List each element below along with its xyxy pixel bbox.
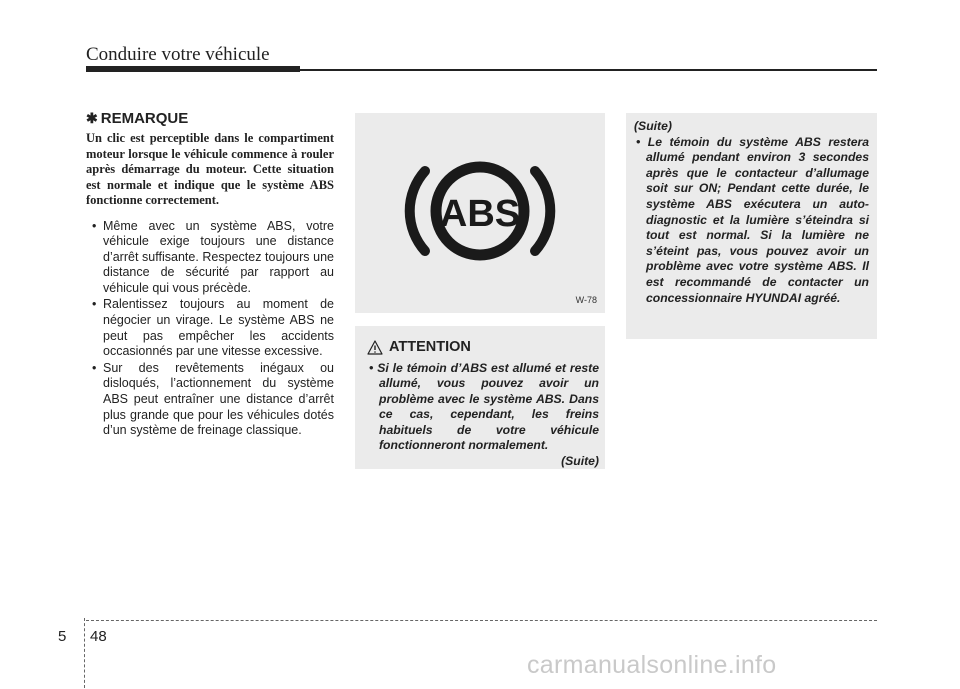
remarque-heading-text: REMARQUE (100, 110, 189, 127)
abs-warning-light-icon (355, 113, 605, 313)
footer-rule (86, 620, 877, 621)
abs-icon-text: ABS (439, 193, 521, 235)
attention-header (367, 336, 471, 358)
attention-suite: (Suite) (561, 454, 599, 469)
attention-box (355, 326, 605, 469)
bullet-item: • Sur des revêtements inégaux ou disloqués, l’actionnement du système ABS peut entraîner une distance d’arrêt plus grande que pour les véhicules dotés d’un système de freinage classique. (86, 361, 334, 439)
warning-triangle-icon (367, 340, 383, 355)
chapter-number: 5 (58, 628, 67, 645)
remarque-bullet-list (86, 219, 334, 439)
remarque-column (86, 110, 334, 440)
attention-title: ATTENTION (389, 339, 471, 355)
page-header-title: Conduire votre véhicule (86, 44, 270, 65)
continuation-text: Le témoin du système ABS restera allumé pendant environ 3 secondes après que le contacteur d’allumage soit sur ON; Pendant cette durée, le système ABS exécutera un auto-diagnostic et la lumière s’éteindra si tout est normal. Si la lumière ne s’éteint pas, vous pouvez avoir un problème avec votre système ABS. Il est recommandé de contacter un concessionnaire HYUNDAI agréé. (646, 134, 869, 305)
header-rule-thin (300, 69, 877, 71)
bullet-dot: • (369, 361, 378, 375)
bullet-item: • Même avec un système ABS, votre véhicule exige toujours une distance d’arrêt suffisante. Respectez toujours une distance de sécurité par rapport au véhicule qui vous précède. (86, 219, 334, 297)
footer-divider (84, 618, 85, 688)
bullet-dot: • (636, 134, 648, 149)
continuation-suite: (Suite) (634, 119, 672, 133)
bullet-item: • Ralentissez toujours au moment de négocier un virage. Le système ABS ne peut pas empêcher les accidents occasionnés par une vitesse excessive. (86, 297, 334, 359)
asterisk-icon: ✱ (86, 110, 98, 126)
abs-warning-figure (355, 113, 605, 313)
continuation-body (634, 119, 869, 306)
attention-body (367, 361, 599, 470)
page-number: 48 (90, 628, 107, 645)
attention-text: Si le témoin d’ABS est allumé et reste allumé, vous pouvez avoir un problème avec le système ABS. Dans ce cas, cependant, les freins habituels de votre véhicule fonctionneront normalement. (377, 361, 599, 453)
remarque-heading (86, 110, 334, 128)
continuation-box (626, 113, 877, 339)
watermark: carmanualsonline.info (527, 651, 777, 679)
header-rule-thick (86, 66, 300, 72)
figure-caption: W-78 (575, 295, 597, 305)
remarque-intro: Un clic est perceptible dans le compartiment moteur lorsque le véhicule commence à rouler après démarrage du moteur. Cette situation est normale et indique que le système ABS fonctionne correctement. (86, 131, 334, 207)
